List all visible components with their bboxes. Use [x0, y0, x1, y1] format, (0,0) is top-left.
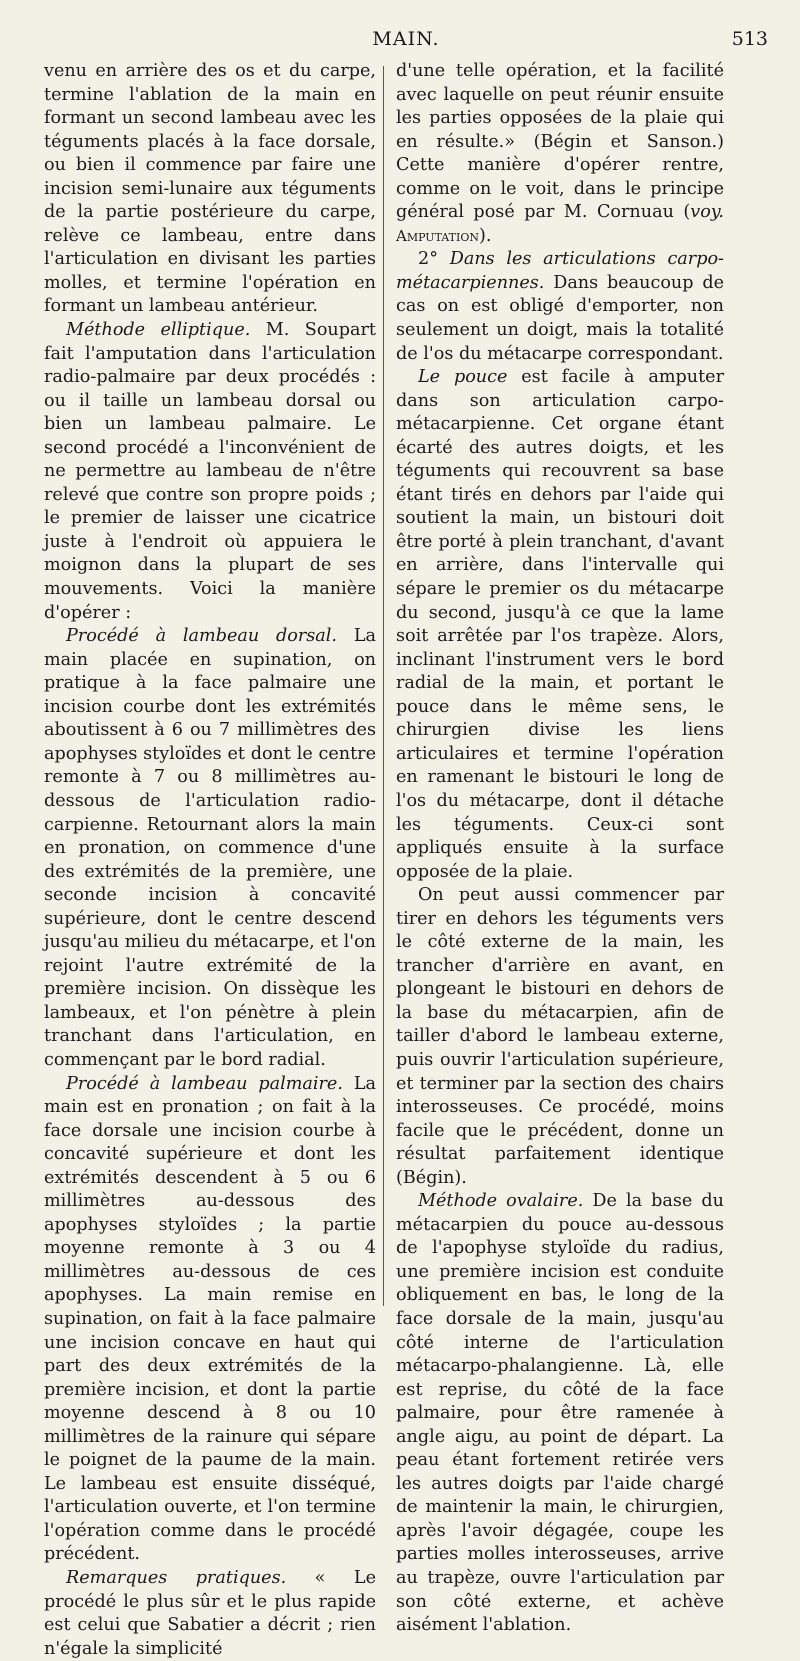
paragraph-text: d'une telle opération, et la facilité avec laquelle on peut réunir ensuite les parties opposées de la plaie qui en résulte.» (Bégin et Sanson.) Cette manière d'opérer rentre, comme on le voit, dans le principe général posé par M. Cornuau (	[396, 61, 724, 223]
paragraph-text: venu en arrière des os et du carpe, termine l'ablation de la main en formant un second lambeau avec les téguments placés à la face dorsale, ou bien il commence par faire une incision semi-lunaire aux téguments de la partie postérieure du carpe, relève ce lambeau, entre dans l'articulation en divisant les parties molles, et termine l'opération en formant un lambeau antérieur.	[44, 61, 376, 317]
paragraph-text: Dans beaucoup de cas on est obligé d'emporter, non seulement un doigt, mais la totalité de l'os du métacarpe correspondant.	[396, 272, 724, 364]
paragraph	[44, 625, 376, 1072]
paragraph	[396, 884, 724, 1190]
paragraph	[396, 248, 724, 366]
paragraph-heading: Remarques pratiques.	[66, 1568, 287, 1588]
section-number: 2°	[418, 249, 450, 270]
paragraph-text: ).	[478, 225, 492, 246]
paragraph-heading: Procédé à lambeau palmaire.	[66, 1073, 343, 1094]
paragraph-text: La main est en pronation ; on fait à la face dorsale une incision courbe à concavité supérieure et dont les extrémités descendent à 5 ou 6 millimètres au-dessous des apophyses styloïdes ; la partie moyenne remonte à 3 ou 4 millimètres au-dessous de ces apophyses. La main remise en supination, on fait à la face palmaire une incision concave en haut qui part des deux extrémités de la première incision, et dont la partie moyenne descend à 8 ou 10 millimètres de la rainure qui sépare le poignet de la paume de la main. Le lambeau est ensuite disséqué, l'articulation ouverte, et l'on termine l'opération comme dans le procédé précédent.	[44, 1073, 377, 1565]
paragraph	[396, 366, 724, 884]
paragraph	[396, 1190, 724, 1637]
paragraph-text: On peut aussi commencer par tirer en dehors les téguments vers le côté externe de la main, les trancher d'arrière en avant, en plongeant le bistouri en dehors de la base du métacarpien, afin de tailler d'abord le lambeau externe, puis ouvrir l'articulation supérieure, et terminer par la section des chairs interosseuses. Ce procédé, moins facile que le précédent, donne un résultat parfaitement identique (Bégin).	[396, 885, 724, 1188]
paragraph-text: est facile à amputer dans son articulation carpo-métacarpienne. Cet organe étant écarté des autres doigts, et les téguments qui recouvrent sa base étant tirés en dehors par l'aide qui soutient la main, un bistouri doit être porté à plein tranchant, d'avant en arrière, dans l'intervalle qui sépare le premier os du métacarpe du second, jusqu'à ce que la lame soit arrêtée par l'os trapèze. Alors, inclinant l'instrument vers le bord radial de la main, et portant le pouce dans le même sens, le chirurgien divise les liens articulaires et termine l'opération en ramenant le bistouri le long de l'os du métacarpe, dont il détache les téguments. Ceux-ci sont appliqués ensuite à la surface opposée de la plaie.	[396, 367, 724, 882]
page-header	[44, 28, 768, 58]
paragraph	[44, 1567, 376, 1661]
paragraph	[396, 60, 724, 248]
cross-reference-voy: voy.	[690, 202, 724, 223]
paragraph	[44, 319, 376, 625]
paragraph-heading: Procédé à lambeau dorsal.	[66, 626, 338, 647]
paragraph-heading: Le pouce	[418, 367, 508, 388]
paragraph	[44, 1073, 376, 1567]
column-divider	[383, 66, 384, 1306]
cross-reference: Amputation	[396, 226, 479, 245]
paragraph	[44, 60, 376, 319]
paragraph-text: M. Soupart fait l'amputation dans l'articulation radio-palmaire par deux procédés : ou il taille un lambeau dorsal ou bien un lambeau palmaire. Le second procédé a l'inconvénient de ne permettre au lambeau de n'être relevé que contre son propre poids ; le premier de laisser une cicatrice juste à l'endroit où appuiera le moignon dans la plupart de ses mouvements. Voici la manière d'opérer :	[44, 320, 376, 623]
paragraph-heading: Méthode elliptique.	[66, 320, 251, 341]
paragraph-text: « Le procédé le plus sûr et le plus rapide est celui que Sabatier a décrit ; rien n'égale la simplicité	[44, 1568, 376, 1659]
paragraph-heading: Méthode ovalaire.	[418, 1191, 584, 1212]
paragraph-text: De la base du métacarpien du pouce au-dessous de l'apophyse styloïde du radius, une première incision est conduite obliquement en bas, le long de la face dorsale de la main, jusqu'au côté interne de l'articulation métacarpo-phalangienne. Là, elle est reprise, du côté de la face palmaire, pour être ramenée à angle aigu, au point de départ. La peau étant fortement retirée vers les autres doigts par l'aide chargé de maintenir la main, le chirurgien, après l'avoir dégagée, coupe les parties molles interosseuses, arrive au trapèze, ouvre l'articulation par son côté externe, et achève aisément l'ablation.	[396, 1191, 724, 1636]
paragraph-text: La main placée en supination, on pratique à la face palmaire une incision courbe dont les extrémités aboutissent à 6 ou 7 millimètres des apophyses styloïdes et dont le centre remonte à 7 ou 8 millimètres au-dessous de l'articulation radio-carpienne. Retournant alors la main en pronation, on commence d'une des extrémités de la première, une seconde incision à concavité supérieure, dont le centre descend jusqu'au milieu du métacarpe, et l'on rejoint l'autre extrémité de la première incision. On dissèque les lambeaux, et l'on pénètre à plein tranchant dans l'articulation, en commençant par le bord radial.	[44, 626, 376, 1070]
page-number: 513	[731, 28, 768, 50]
right-column	[396, 60, 724, 1638]
running-title: MAIN.	[372, 28, 440, 50]
paragraph-heading: Dans les articulations carpo-métacarpiennes.	[396, 249, 724, 293]
left-column	[44, 60, 376, 1661]
